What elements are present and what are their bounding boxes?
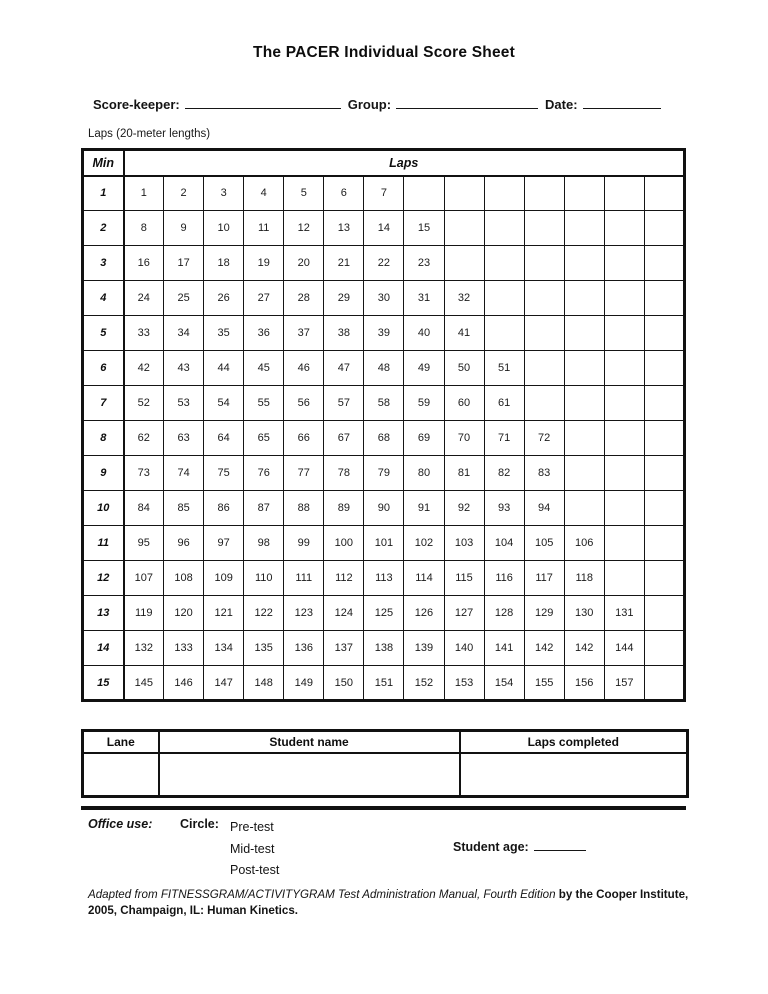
lap-cell[interactable]: 150 — [324, 666, 364, 701]
lap-cell[interactable]: 49 — [404, 351, 444, 386]
lap-cell[interactable]: 152 — [404, 666, 444, 701]
roster-header-row — [83, 731, 688, 753]
lap-cell[interactable]: 146 — [164, 666, 204, 701]
min-cell: 5 — [83, 316, 124, 351]
min-cell: 15 — [83, 666, 124, 701]
lap-cell[interactable]: 24 — [124, 281, 164, 316]
laps-row — [83, 246, 685, 281]
lap-cell[interactable]: 139 — [404, 631, 444, 666]
lap-cell-empty[interactable] — [644, 596, 684, 631]
min-cell: 10 — [83, 491, 124, 526]
lap-cell[interactable]: 26 — [204, 281, 244, 316]
lap-cell[interactable]: 137 — [324, 631, 364, 666]
lap-cell[interactable]: 154 — [484, 666, 524, 701]
lap-cell[interactable]: 138 — [364, 631, 404, 666]
lap-cell[interactable]: 99 — [284, 526, 324, 561]
lap-cell[interactable]: 31 — [404, 281, 444, 316]
lap-cell[interactable]: 30 — [364, 281, 404, 316]
laps-row — [83, 456, 685, 491]
lap-cell[interactable]: 122 — [244, 596, 284, 631]
lap-cell[interactable]: 124 — [324, 596, 364, 631]
lap-cell[interactable]: 141 — [484, 631, 524, 666]
lap-cell[interactable]: 53 — [164, 386, 204, 421]
lap-cell-empty[interactable] — [644, 281, 684, 316]
laps-row — [83, 316, 685, 351]
lap-cell[interactable]: 106 — [564, 526, 604, 561]
circle-option-pre-test[interactable]: Pre-test — [230, 820, 274, 834]
min-cell: 6 — [83, 351, 124, 386]
laps-column-header: Laps — [124, 150, 685, 176]
lap-cell[interactable]: 107 — [124, 561, 164, 596]
lap-cell[interactable]: 28 — [284, 281, 324, 316]
lap-cell[interactable]: 102 — [404, 526, 444, 561]
lap-cell-empty[interactable] — [604, 281, 644, 316]
header-form-line — [93, 95, 686, 112]
lap-cell[interactable]: 11 — [244, 211, 284, 246]
lap-cell-empty[interactable] — [484, 281, 524, 316]
lap-cell-empty[interactable] — [644, 316, 684, 351]
lap-cell[interactable]: 22 — [364, 246, 404, 281]
laps-row — [83, 351, 685, 386]
lap-cell-empty[interactable] — [604, 386, 644, 421]
circle-options — [230, 817, 279, 882]
lap-cell[interactable]: 58 — [364, 386, 404, 421]
lap-cell[interactable]: 120 — [164, 596, 204, 631]
lap-cell[interactable]: 89 — [324, 491, 364, 526]
student-age-line — [453, 838, 586, 854]
lap-cell-empty[interactable] — [564, 491, 604, 526]
lap-cell[interactable]: 108 — [164, 561, 204, 596]
lap-cell[interactable]: 105 — [524, 526, 564, 561]
lap-cell[interactable]: 36 — [244, 316, 284, 351]
lap-cell[interactable]: 114 — [404, 561, 444, 596]
lap-cell[interactable]: 67 — [324, 421, 364, 456]
lap-cell-empty[interactable] — [644, 456, 684, 491]
min-cell: 3 — [83, 246, 124, 281]
lap-cell[interactable]: 75 — [204, 456, 244, 491]
lap-cell[interactable]: 14 — [364, 211, 404, 246]
lap-cell-empty[interactable] — [484, 316, 524, 351]
lap-cell[interactable]: 46 — [284, 351, 324, 386]
lap-cell[interactable]: 93 — [484, 491, 524, 526]
lap-cell[interactable]: 9 — [164, 211, 204, 246]
lap-cell[interactable]: 5 — [284, 176, 324, 211]
page-content — [81, 95, 689, 918]
laps-table-header-row — [83, 150, 685, 176]
lap-cell[interactable]: 85 — [164, 491, 204, 526]
lap-cell[interactable]: 37 — [284, 316, 324, 351]
lap-cell-empty[interactable] — [564, 386, 604, 421]
lap-cell[interactable]: 142 — [564, 631, 604, 666]
lap-cell[interactable]: 111 — [284, 561, 324, 596]
lap-cell[interactable]: 126 — [404, 596, 444, 631]
lap-cell[interactable]: 98 — [244, 526, 284, 561]
circle-option-mid-test[interactable]: Mid-test — [230, 841, 275, 856]
lap-cell[interactable]: 131 — [604, 596, 644, 631]
lap-cell[interactable]: 55 — [244, 386, 284, 421]
lap-cell-empty[interactable] — [604, 421, 644, 456]
lap-cell-empty[interactable] — [644, 246, 684, 281]
lap-cell[interactable]: 44 — [204, 351, 244, 386]
roster-header-student-name: Student name — [159, 731, 460, 753]
lap-cell[interactable]: 72 — [524, 421, 564, 456]
lap-cell[interactable]: 40 — [404, 316, 444, 351]
roster-cell-laps-completed[interactable] — [460, 753, 688, 797]
lap-cell[interactable]: 6 — [324, 176, 364, 211]
lap-cell-empty[interactable] — [484, 211, 524, 246]
lap-cell[interactable]: 144 — [604, 631, 644, 666]
lap-cell[interactable]: 74 — [164, 456, 204, 491]
lap-cell[interactable]: 101 — [364, 526, 404, 561]
lap-cell[interactable]: 128 — [484, 596, 524, 631]
lap-cell-empty[interactable] — [644, 666, 684, 701]
lap-cell-empty[interactable] — [444, 246, 484, 281]
lap-cell[interactable]: 135 — [244, 631, 284, 666]
roster-header-laps-completed: Laps completed — [460, 731, 688, 753]
laps-row — [83, 386, 685, 421]
lap-cell[interactable]: 88 — [284, 491, 324, 526]
lap-cell[interactable]: 73 — [124, 456, 164, 491]
laps-row — [83, 526, 685, 561]
lap-cell-empty[interactable] — [444, 176, 484, 211]
laps-row — [83, 561, 685, 596]
roster-cell-lane[interactable] — [83, 753, 159, 797]
lap-cell[interactable]: 95 — [124, 526, 164, 561]
lap-cell[interactable]: 19 — [244, 246, 284, 281]
lap-cell[interactable]: 155 — [524, 666, 564, 701]
lap-cell-empty[interactable] — [524, 246, 564, 281]
lap-cell[interactable]: 59 — [404, 386, 444, 421]
lap-cell[interactable]: 61 — [484, 386, 524, 421]
lap-cell[interactable]: 100 — [324, 526, 364, 561]
lap-cell[interactable]: 96 — [164, 526, 204, 561]
lap-cell-empty[interactable] — [484, 176, 524, 211]
lap-cell[interactable]: 68 — [364, 421, 404, 456]
lap-cell-empty[interactable] — [644, 421, 684, 456]
laps-row — [83, 666, 685, 701]
lap-cell-empty[interactable] — [524, 211, 564, 246]
lap-cell[interactable]: 127 — [444, 596, 484, 631]
laps-row — [83, 631, 685, 666]
lap-cell-empty[interactable] — [644, 491, 684, 526]
lap-cell[interactable]: 47 — [324, 351, 364, 386]
lap-cell[interactable]: 1 — [124, 176, 164, 211]
lap-cell[interactable]: 39 — [364, 316, 404, 351]
page-title: The PACER Individual Score Sheet — [253, 44, 515, 61]
lap-cell-empty[interactable] — [644, 386, 684, 421]
lap-cell-empty[interactable] — [604, 246, 644, 281]
lap-cell-empty[interactable] — [644, 631, 684, 666]
date-field[interactable] — [583, 95, 661, 109]
lap-cell[interactable]: 78 — [324, 456, 364, 491]
lap-cell[interactable]: 110 — [244, 561, 284, 596]
lap-cell-empty[interactable] — [564, 316, 604, 351]
lap-cell[interactable]: 20 — [284, 246, 324, 281]
laps-table — [81, 148, 686, 702]
lap-cell[interactable]: 50 — [444, 351, 484, 386]
lap-cell[interactable]: 103 — [444, 526, 484, 561]
lap-cell-empty[interactable] — [604, 316, 644, 351]
lap-cell[interactable]: 129 — [524, 596, 564, 631]
lap-cell-empty[interactable] — [564, 351, 604, 386]
lap-cell[interactable]: 133 — [164, 631, 204, 666]
lap-cell[interactable]: 2 — [164, 176, 204, 211]
lap-cell[interactable]: 3 — [204, 176, 244, 211]
lap-cell[interactable]: 87 — [244, 491, 284, 526]
lap-cell-empty[interactable] — [604, 456, 644, 491]
roster-header-lane: Lane — [83, 731, 159, 753]
date-label: Date: — [545, 97, 578, 112]
group-label: Group: — [347, 97, 392, 112]
lap-cell-empty[interactable] — [564, 281, 604, 316]
lap-cell[interactable]: 132 — [124, 631, 164, 666]
lap-cell[interactable]: 151 — [364, 666, 404, 701]
lap-cell[interactable]: 145 — [124, 666, 164, 701]
min-cell: 9 — [83, 456, 124, 491]
lap-cell[interactable]: 52 — [124, 386, 164, 421]
lap-cell[interactable]: 18 — [204, 246, 244, 281]
lap-cell[interactable]: 34 — [164, 316, 204, 351]
lap-cell-empty[interactable] — [644, 351, 684, 386]
lap-cell-empty[interactable] — [604, 561, 644, 596]
lap-cell[interactable]: 23 — [404, 246, 444, 281]
lap-cell-empty[interactable] — [404, 176, 444, 211]
lap-cell[interactable]: 12 — [284, 211, 324, 246]
min-cell: 13 — [83, 596, 124, 631]
lap-cell-empty[interactable] — [644, 176, 684, 211]
attribution-italic: Adapted from FITNESSGRAM/ACTIVITYGRAM Test Administration Manual, Fourth Edition — [88, 888, 556, 901]
lap-cell[interactable]: 54 — [204, 386, 244, 421]
lap-cell-empty[interactable] — [564, 211, 604, 246]
lap-cell[interactable]: 16 — [124, 246, 164, 281]
lap-cell[interactable]: 83 — [524, 456, 564, 491]
lap-cell[interactable]: 121 — [204, 596, 244, 631]
lap-cell[interactable]: 97 — [204, 526, 244, 561]
lap-cell[interactable]: 118 — [564, 561, 604, 596]
lap-cell-empty[interactable] — [604, 176, 644, 211]
lap-cell[interactable]: 113 — [364, 561, 404, 596]
roster-cell-student-name[interactable] — [159, 753, 460, 797]
lap-cell-empty[interactable] — [604, 211, 644, 246]
lap-cell[interactable]: 148 — [244, 666, 284, 701]
lap-cell-empty[interactable] — [644, 561, 684, 596]
lap-cell[interactable]: 48 — [364, 351, 404, 386]
lap-cell-empty[interactable] — [604, 526, 644, 561]
lap-cell[interactable]: 117 — [524, 561, 564, 596]
laps-row — [83, 176, 685, 211]
lap-cell[interactable]: 81 — [444, 456, 484, 491]
lap-cell-empty[interactable] — [524, 281, 564, 316]
lap-cell[interactable]: 91 — [404, 491, 444, 526]
lap-cell-empty[interactable] — [524, 316, 564, 351]
lap-cell[interactable]: 156 — [564, 666, 604, 701]
min-cell: 12 — [83, 561, 124, 596]
lap-cell[interactable]: 79 — [364, 456, 404, 491]
lap-cell[interactable]: 90 — [364, 491, 404, 526]
lap-cell-empty[interactable] — [524, 176, 564, 211]
office-use-label: Office use: — [88, 817, 153, 831]
scorekeeper-field[interactable] — [185, 95, 341, 109]
student-age-label: Student age: — [453, 840, 529, 854]
lap-cell-empty[interactable] — [604, 351, 644, 386]
lap-cell[interactable]: 104 — [484, 526, 524, 561]
lap-cell-empty[interactable] — [604, 491, 644, 526]
divider-rule — [81, 806, 686, 810]
min-column-header: Min — [83, 150, 124, 176]
lap-cell[interactable]: 51 — [484, 351, 524, 386]
lap-cell[interactable]: 149 — [284, 666, 324, 701]
lap-cell[interactable]: 142 — [524, 631, 564, 666]
circle-option-post-test[interactable]: Post-test — [230, 863, 280, 877]
min-cell: 4 — [83, 281, 124, 316]
lap-cell[interactable]: 63 — [164, 421, 204, 456]
lap-cell[interactable]: 130 — [564, 596, 604, 631]
lap-cell-empty[interactable] — [564, 246, 604, 281]
lap-cell-empty[interactable] — [484, 246, 524, 281]
lap-cell[interactable]: 21 — [324, 246, 364, 281]
lap-cell-empty[interactable] — [524, 351, 564, 386]
lap-cell[interactable]: 136 — [284, 631, 324, 666]
lap-cell-empty[interactable] — [524, 386, 564, 421]
lap-cell[interactable]: 147 — [204, 666, 244, 701]
laps-row — [83, 491, 685, 526]
min-cell: 11 — [83, 526, 124, 561]
lap-cell[interactable]: 115 — [444, 561, 484, 596]
office-use-section — [81, 815, 686, 881]
roster-row — [83, 753, 688, 797]
attribution — [88, 887, 689, 918]
lap-cell[interactable]: 112 — [324, 561, 364, 596]
lap-cell[interactable]: 60 — [444, 386, 484, 421]
lap-cell[interactable]: 76 — [244, 456, 284, 491]
lap-cell[interactable]: 10 — [204, 211, 244, 246]
lap-cell[interactable]: 71 — [484, 421, 524, 456]
lap-cell[interactable]: 92 — [444, 491, 484, 526]
lap-cell-empty[interactable] — [564, 456, 604, 491]
group-field[interactable] — [396, 95, 538, 109]
lap-cell[interactable]: 157 — [604, 666, 644, 701]
lap-cell[interactable]: 80 — [404, 456, 444, 491]
lap-cell[interactable]: 7 — [364, 176, 404, 211]
lap-cell[interactable]: 35 — [204, 316, 244, 351]
lap-cell[interactable]: 123 — [284, 596, 324, 631]
lap-cell[interactable]: 25 — [164, 281, 204, 316]
min-cell: 7 — [83, 386, 124, 421]
min-cell: 8 — [83, 421, 124, 456]
lap-cell[interactable]: 15 — [404, 211, 444, 246]
lap-cell[interactable]: 94 — [524, 491, 564, 526]
lap-cell[interactable]: 27 — [244, 281, 284, 316]
scorekeeper-label: Score-keeper: — [93, 97, 180, 112]
lap-cell[interactable]: 64 — [204, 421, 244, 456]
laps-row — [83, 421, 685, 456]
min-cell: 14 — [83, 631, 124, 666]
lap-cell[interactable]: 56 — [284, 386, 324, 421]
lap-cell[interactable]: 17 — [164, 246, 204, 281]
lap-cell[interactable]: 125 — [364, 596, 404, 631]
circle-label: Circle: — [180, 817, 219, 831]
lap-cell[interactable]: 38 — [324, 316, 364, 351]
lap-cell[interactable]: 70 — [444, 421, 484, 456]
lap-cell[interactable]: 82 — [484, 456, 524, 491]
min-cell: 1 — [83, 176, 124, 211]
lap-cell[interactable]: 86 — [204, 491, 244, 526]
lap-cell[interactable]: 140 — [444, 631, 484, 666]
lap-cell[interactable]: 153 — [444, 666, 484, 701]
lap-cell[interactable]: 65 — [244, 421, 284, 456]
lap-cell[interactable]: 42 — [124, 351, 164, 386]
student-age-field[interactable] — [534, 838, 586, 851]
roster-table — [81, 729, 689, 798]
laps-caption: Laps (20-meter lengths) — [88, 128, 211, 140]
lap-cell-empty[interactable] — [644, 211, 684, 246]
lap-cell[interactable]: 66 — [284, 421, 324, 456]
lap-cell[interactable]: 13 — [324, 211, 364, 246]
lap-cell[interactable]: 41 — [444, 316, 484, 351]
laps-row — [83, 281, 685, 316]
lap-cell[interactable]: 57 — [324, 386, 364, 421]
lap-cell[interactable]: 84 — [124, 491, 164, 526]
lap-cell-empty[interactable] — [564, 176, 604, 211]
lap-cell[interactable]: 43 — [164, 351, 204, 386]
attribution-bold: by the Cooper Institute, 2005, Champaign, IL: Human Kinetics. — [88, 888, 689, 917]
lap-cell[interactable]: 29 — [324, 281, 364, 316]
lap-cell[interactable]: 119 — [124, 596, 164, 631]
lap-cell[interactable]: 109 — [204, 561, 244, 596]
lap-cell[interactable]: 134 — [204, 631, 244, 666]
lap-cell[interactable]: 45 — [244, 351, 284, 386]
laps-row — [83, 211, 685, 246]
lap-cell-empty[interactable] — [644, 526, 684, 561]
laps-row — [83, 596, 685, 631]
min-cell: 2 — [83, 211, 124, 246]
lap-cell[interactable]: 8 — [124, 211, 164, 246]
lap-cell[interactable]: 62 — [124, 421, 164, 456]
lap-cell-empty[interactable] — [564, 421, 604, 456]
lap-cell-empty[interactable] — [444, 211, 484, 246]
lap-cell[interactable]: 32 — [444, 281, 484, 316]
lap-cell[interactable]: 33 — [124, 316, 164, 351]
lap-cell[interactable]: 116 — [484, 561, 524, 596]
lap-cell[interactable]: 69 — [404, 421, 444, 456]
lap-cell[interactable]: 4 — [244, 176, 284, 211]
lap-cell[interactable]: 77 — [284, 456, 324, 491]
